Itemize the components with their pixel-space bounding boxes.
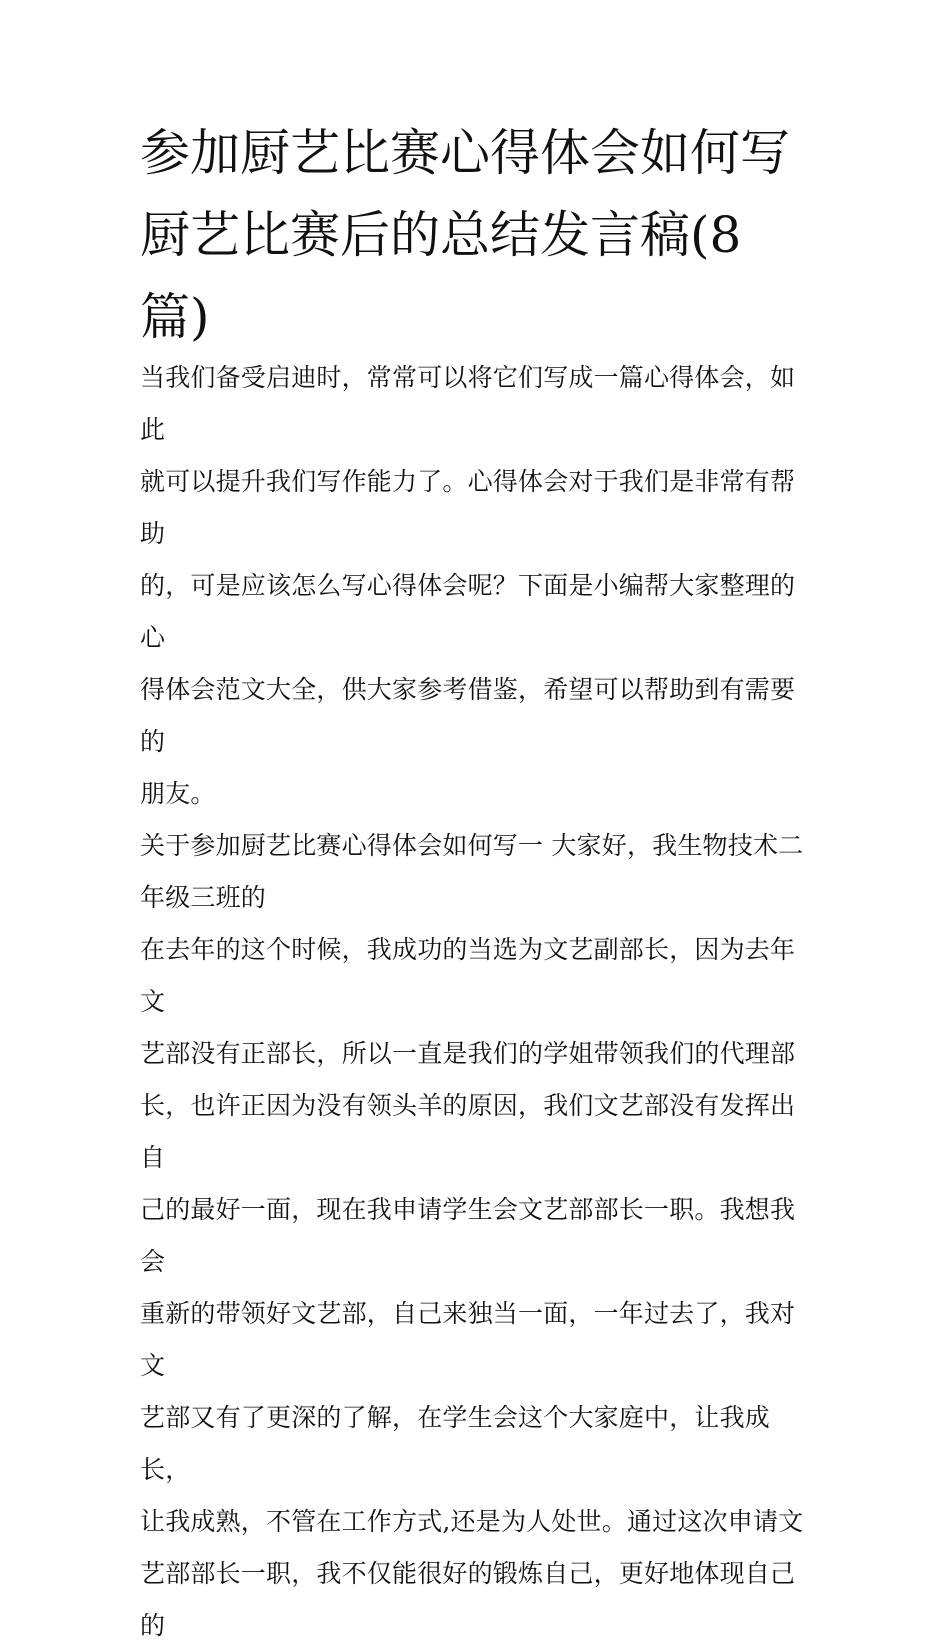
title-line: 厨艺比赛后的总结发言稿(8 [140, 206, 742, 264]
title-line: 篇) [140, 288, 210, 346]
body-paragraph [140, 924, 820, 1652]
text-line: 长，也许正因为没有领头羊的原因，我们文艺部没有发挥出自 [140, 1091, 796, 1172]
text-line: 己的最好一面，现在我申请学生会文艺部部长一职。我想我会 [140, 1195, 796, 1276]
section-heading-paragraph [140, 820, 820, 924]
text-line: 在去年的这个时候，我成功的当选为文艺副部长，因为去年文 [140, 935, 796, 1016]
text-line: 得体会范文大全，供大家参考借鉴，希望可以帮助到有需要的 [140, 675, 796, 756]
text-line: 让我成熟，不管在工作方式,还是为人处世。通过这次申请文 [140, 1507, 804, 1536]
intro-paragraph [140, 352, 820, 820]
document-body [140, 352, 820, 1652]
document-title [140, 112, 820, 358]
text-line: 就可以提升我们写作能力了。心得体会对于我们是非常有帮助 [140, 467, 796, 548]
text-line: 艺部没有正部长，所以一直是我们的学姐带领我们的代理部 [140, 1039, 796, 1068]
text-line: 艺部部长一职，我不仅能很好的锻炼自己，更好地体现自己的 [140, 1559, 796, 1640]
text-line: 艺部又有了更深的了解，在学生会这个大家庭中，让我成长， [140, 1403, 771, 1484]
text-line: 关于参加厨艺比赛心得体会如何写一 大家好，我生物技术二 [140, 831, 804, 860]
text-line: 年级三班的 [140, 883, 267, 912]
text-line: 重新的带领好文艺部，自己来独当一面，一年过去了，我对文 [140, 1299, 796, 1380]
text-line: 的，可是应该怎么写心得体会呢？下面是小编帮大家整理的心 [140, 571, 796, 652]
text-line: 朋友。 [140, 779, 216, 808]
text-line: 当我们备受启迪时，常常可以将它们写成一篇心得体会，如此 [140, 363, 796, 444]
title-line: 参加厨艺比赛心得体会如何写 [140, 124, 790, 182]
